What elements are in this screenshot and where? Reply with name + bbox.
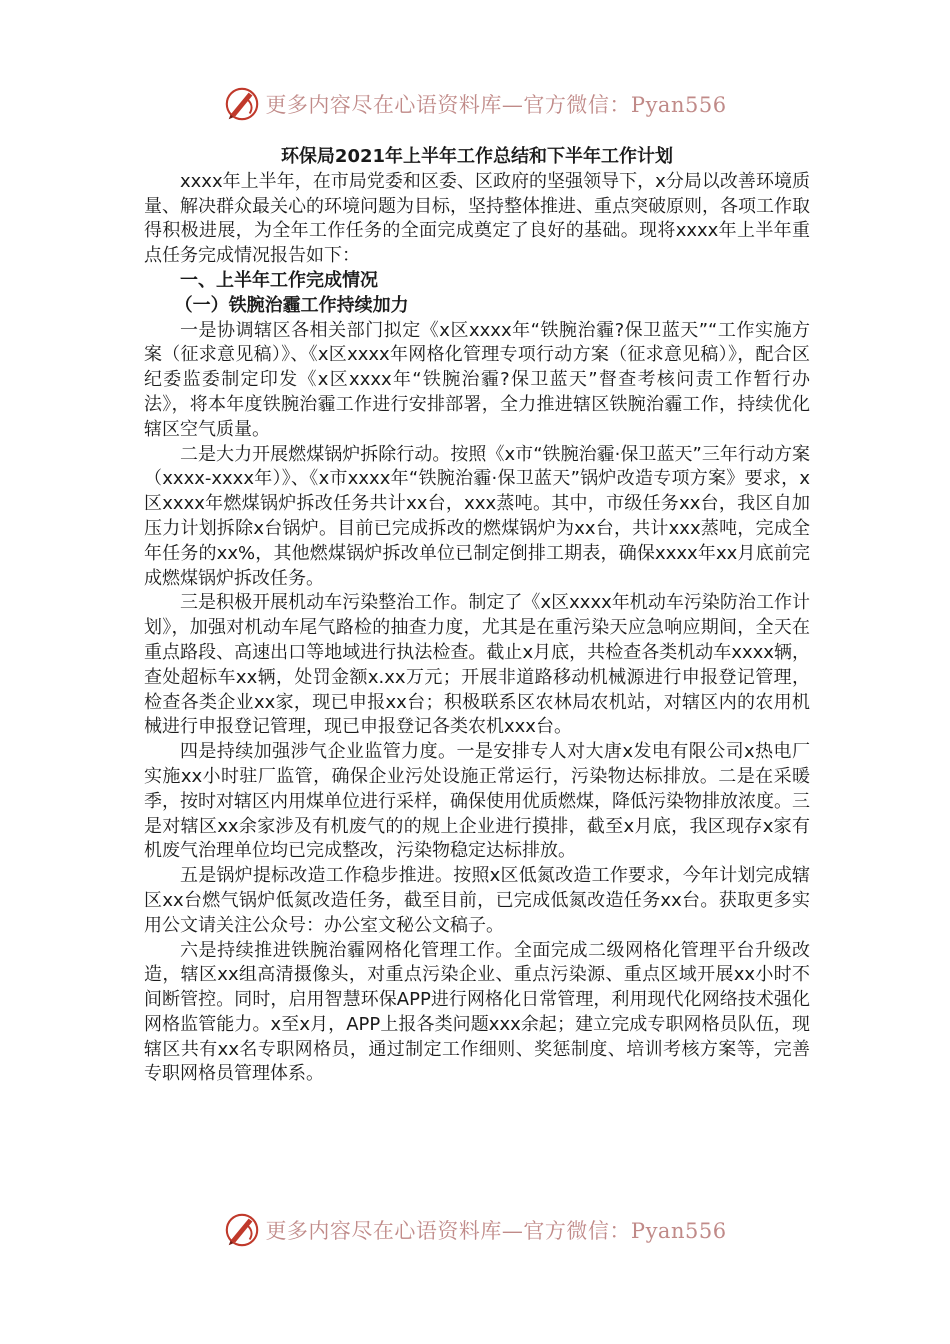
pen-logo-icon (223, 85, 261, 123)
document-body (144, 145, 810, 1087)
paragraph-1: 一是协调辖区各相关部门拟定《x区xxxx年“铁腕治霾?保卫蓝天”“工作实施方案（征求意见稿）》、《x区xxxx年网格化管理专项行动方案（征求意见稿）》，配合区纪委监委制定印发《x区xxxx年“铁腕治霾?保卫蓝天”督查考核问责工作暂行办法》，将本年度铁腕治霾工作进行安排部署，全力推进辖区铁腕治霾工作，持续优化辖区空气质量。 (144, 319, 810, 440)
subsection-heading: （一）铁腕治霾工作持续加力 (174, 294, 409, 316)
header-banner (0, 84, 950, 124)
paragraph-3: 三是积极开展机动车污染整治工作。制定了《x区xxxx年机动车污染防治工作计划》，加强对机动车尾气路检的抽查力度，尤其是在重污染天应急响应期间，全天在重点路段、高速出口等地域进行执法检查。截止x月底，共检查各类机动车xxxx辆，查处超标车xx辆，处罚金额x.xx万元；开展非道路移动机械源进行申报登记管理，检查各类企业xx家，现已申报xx台；积极联系区农林局农机站，对辖区内的农用机械进行申报登记管理，现已申报登记各类农机xxx台。 (144, 592, 810, 738)
banner-text: 更多内容尽在心语资料库—官方微信：Pyan556 (265, 93, 727, 117)
pen-logo-icon (223, 1211, 261, 1249)
paragraph-5: 五是锅炉提标改造工作稳步推进。按照x区低氮改造工作要求，今年计划完成辖区xx台燃气锅炉低氮改造任务，截至目前，已完成低氮改造任务xx台。获取更多实用公文请关注公众号：办公室文秘公文稿子。 (144, 865, 810, 936)
paragraph-2: 二是大力开展燃煤锅炉拆除行动。按照《x市“铁腕治霾·保卫蓝天”三年行动方案（xxxx-xxxx年）》、《x市xxxx年“铁腕治霾·保卫蓝天”锅炉改造专项方案》要求，x区xxxx年燃煤锅炉拆改任务共计xx台，xxx蒸吨。其中，市级任务xx台，我区自加压力计划拆除x台锅炉。目前已完成拆改的燃煤锅炉为xx台，共计xxx蒸吨，完成全年任务的xx%，其他燃煤锅炉拆改单位已制定倒排工期表，确保xxxx年xx月底前完成燃煤锅炉拆改任务。 (144, 443, 810, 589)
intro-paragraph: xxxx年上半年，在市局党委和区委、区政府的坚强领导下，x分局以改善环境质量、解决群众最关心的环境问题为目标，坚持整体推进、重点突破原则，各项工作取得积极进展，为全年工作任务的全面完成奠定了良好的基础。现将xxxx年上半年重点任务完成情况报告如下： (144, 170, 810, 267)
footer-banner (0, 1210, 950, 1250)
paragraph-4: 四是持续加强涉气企业监管力度。一是安排专人对大唐x发电有限公司x热电厂实施xx小时驻厂监管，确保企业污处设施正常运行，污染物达标排放。二是在采暖季，按时对辖区内用煤单位进行采样，确保使用优质燃煤，降低污染物排放浓度。三是对辖区xx余家涉及有机废气的的规上企业进行摸排，截至x月底，我区现存x家有机废气治理单位均已完成整改，污染物稳定达标排放。 (144, 741, 810, 862)
section-heading: 一、上半年工作完成情况 (180, 269, 378, 291)
document-title: 环保局2021年上半年工作总结和下半年工作计划 (280, 146, 674, 167)
banner-text: 更多内容尽在心语资料库—官方微信：Pyan556 (265, 1219, 727, 1243)
paragraph-6: 六是持续推进铁腕治霾网格化管理工作。全面完成二级网格化管理平台升级改造，辖区xx组高清摄像头，对重点污染企业、重点污染源、重点区域开展xx小时不间断管控。同时，启用智慧环保APP进行网格化日常管理，利用现代化网络技术强化网格监管能力。x至x月，APP上报各类问题xxx余起；建立完成专职网格员队伍，现辖区共有xx名专职网格员，通过制定工作细则、奖惩制度、培训考核方案等，完善专职网格员管理体系。 (144, 939, 810, 1085)
